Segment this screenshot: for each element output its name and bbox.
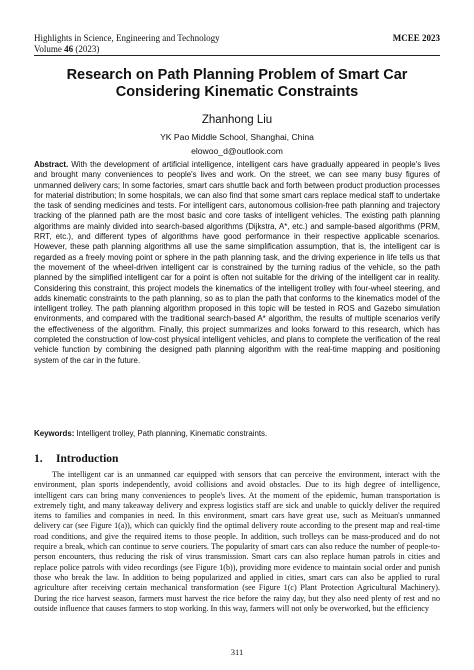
volume-number: 46	[64, 43, 74, 54]
header-divider	[34, 55, 440, 56]
abstract	[34, 160, 440, 366]
keywords	[34, 429, 440, 439]
running-header-journal	[34, 33, 220, 54]
volume-year: (2023)	[73, 43, 100, 54]
section-title: Introduction	[56, 453, 119, 465]
author-email: elowoo_d@outlook.com	[191, 146, 283, 156]
author-affiliation: YK Pao Middle School, Shanghai, China	[160, 132, 314, 142]
paper-title: Research on Path Planning Problem of Smart Car Considering Kinematic Constraints	[66, 67, 408, 100]
section-heading	[34, 453, 118, 465]
keywords-text: Intelligent trolley, Path planning, Kinematic constraints.	[74, 429, 268, 438]
conference-name: MCEE 2023	[392, 33, 440, 43]
volume-line	[34, 44, 220, 55]
introduction-paragraph: The intelligent car is an unmanned car equipped with sensors that can perceive the environment, interact with the environment, plan sports independently, avoid collisions and avoid obstacles. Due to its high degree of intelligence, intelligent cars can bring many conveniences to people's lives. At the moment of the epidemic, human transportation is extremely tight, and many takeaway delivery and express logistics staff are sick and unable to quickly deliver the required items to families and companies in need. In this environment, smart cars have great use, such as Meituan's unmanned delivery car (see Figure 1(a)), which can quickly find the optimal delivery route according to the present map and real-time road conditions, and give the required items to those people. In addition, such trolleys can be mass-produced and do not require a break, which can continue to serve couriers. The popularity of smart cars can also reduce the number of people-to-person encounters, thus reducing the risk of virus transmission. Smart cars can also replace human patrols in cities and replace police patrols with video recordings (see Figure 1(b)), providing more evidence to maintain social order and punish those who break the law. In addition to being popularized and applied in cities, smart cars can also be applied to rural agriculture after receiving certain mechanical transformation (see Figure 1(c) Plant Protection Agricultural Machinery). During the rice harvest season, farmers must harvest the rice before the rainy day, but they also need plenty of rest and no outside influence that causes farmers to stop working. In this way, farmers will not only be overworked, but the efficiency	[34, 470, 440, 613]
volume-label: Volume	[34, 43, 65, 54]
abstract-text: With the development of artificial intelligence, intelligent cars have gradually appeared in people's lives and brought many conveniences to people's lives and work. On the street, we can see many busy figures of unmanned delivery cars; In some factories, smart cars shuttle back and forth between product production processes for material distribution; In some hospitals, we can also find that some smart cars replace medical staff to undertake the task of sending medicines and tests. For intelligent cars, autonomous collision-free path planning and trajectory tracking of the planned path are the most basic and core tasks of intelligent vehicles. The existing path planning algorithms are mainly divided into search-based algorithms (Dijkstra, A*, etc.) and sample-based algorithms (PRM, RRT, etc.), and different types of algorithms have good performance in their respective applicable scenarios. However, these path planning algorithms all use the same simplification assumption, that is, the intelligent car is regarded as a freely moving point or sphere in the path planning task, and the driving experience in life tells us that the movement of the wheel-driven intelligent car is constrained by the turning radius of the vehicle, so the path planned by the simplified intelligent car for a point is often not suitable for the driving of the intelligent car in reality. Considering this constraint, this project models the kinematics of the intelligent trolley with four-wheel steering, and adds kinematic constraints to the path planning, so as to plan the path that conforms to the kinematics model of the intelligent trolley. The path planning algorithm proposed in this topic will be tested in ROS and Gazebo simulation environments, and compared with the traditional search-based A* algorithm, the results of multiple scenarios verify the effectiveness of the algorithm. Finally, this project summarizes and looks forward to this research, which has completed the construction of low-cost physical intelligent vehicles, and plans to complete the verification of the real vehicle function by combining the designed path planning algorithm with the real-time mapping and positioning system of the car in the future.	[34, 160, 440, 365]
keywords-label: Keywords:	[34, 429, 75, 438]
author-name: Zhanhong Liu	[201, 114, 273, 126]
abstract-label: Abstract.	[34, 160, 69, 169]
journal-name: Highlights in Science, Engineering and Technology	[34, 33, 220, 43]
section-number: 1.	[34, 453, 43, 465]
page-number: 311	[230, 647, 244, 657]
